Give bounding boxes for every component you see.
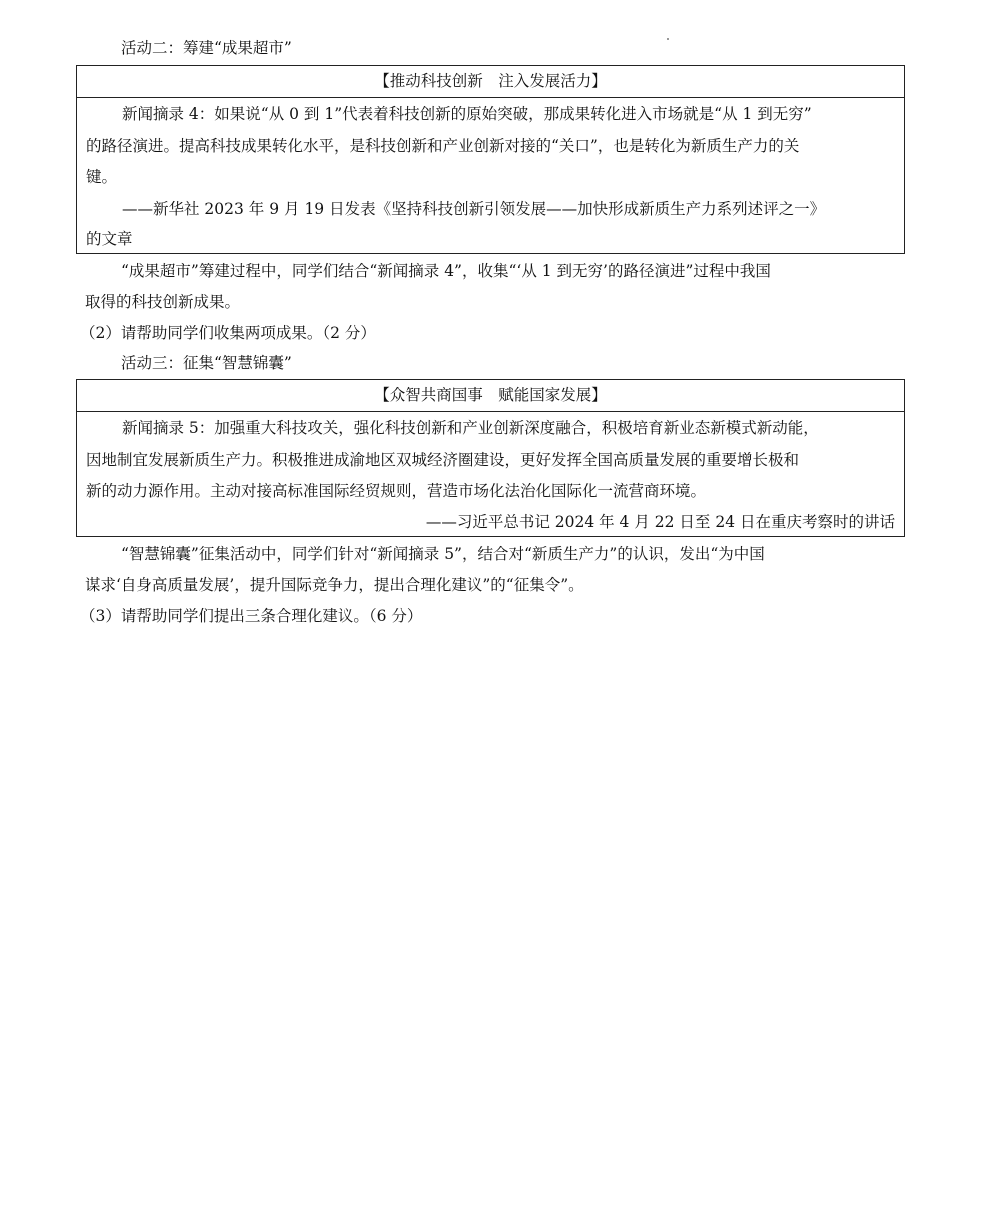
news-4-source-1: ——新华社 2023 年 9 月 19 日发表《坚持科技创新引领发展——加快形成新质生产力系列述评之一》 <box>122 200 826 218</box>
news-5-line-3: 新的动力源作用。主动对接高标准国际经贸规则，营造市场化法治化国际化一流营商环境。 <box>86 482 707 500</box>
news-5-source: ——习近平总书记 2024 年 4 月 22 日至 24 日在重庆考察时的讲话 <box>425 513 895 531</box>
question-3: （3）请帮助同学们提出三条合理化建议。（6 分） <box>80 607 423 625</box>
news-4-line-3: 键。 <box>86 168 118 186</box>
news-box-4 <box>76 65 905 254</box>
activity3-paragraph-1: “智慧锦囊”征集活动中，同学们针对“新闻摘录 5”，结合对“新质生产力”的认识，发出“为中国 <box>121 545 765 563</box>
activity2-paragraph-2: 取得的科技创新成果。 <box>85 293 241 311</box>
news-5-line-1: 新闻摘录 5：加强重大科技攻关，强化科技创新和产业创新深度融合，积极培育新业态新模式新动能， <box>122 419 819 437</box>
news-4-line-1: 新闻摘录 4：如果说“从 0 到 1”代表着科技创新的原始突破，那成果转化进入市场就是“从 1 到无穷” <box>122 105 812 123</box>
news-4-source-2: 的文章 <box>86 230 133 248</box>
news-5-line-2: 因地制宜发展新质生产力。积极推进成渝地区双城经济圈建设，更好发挥全国高质量发展的重要增长极和 <box>86 451 800 469</box>
question-2: （2）请帮助同学们收集两项成果。（2 分） <box>80 324 376 342</box>
scan-speck <box>667 38 669 40</box>
news-4-line-2: 的路径演进。提高科技成果转化水平，是科技创新和产业创新对接的“关口”，也是转化为新质生产力的关 <box>86 137 800 155</box>
activity2-paragraph-1: “成果超市”筹建过程中，同学们结合“新闻摘录 4”，收集“‘从 1 到无穷’的路径演进”过程中我国 <box>121 262 771 280</box>
activity2-heading: 活动二：筹建“成果超市” <box>121 39 292 57</box>
activity3-paragraph-2: 谋求‘自身高质量发展’，提升国际竞争力，提出合理化建议”的“征集令”。 <box>85 576 584 594</box>
activity3-heading: 活动三：征集“智慧锦囊” <box>121 354 292 372</box>
news-box-5-title: 【众智共商国事 赋能国家发展】 <box>77 380 904 412</box>
news-box-5 <box>76 379 905 537</box>
news-box-4-title: 【推动科技创新 注入发展活力】 <box>77 66 904 98</box>
